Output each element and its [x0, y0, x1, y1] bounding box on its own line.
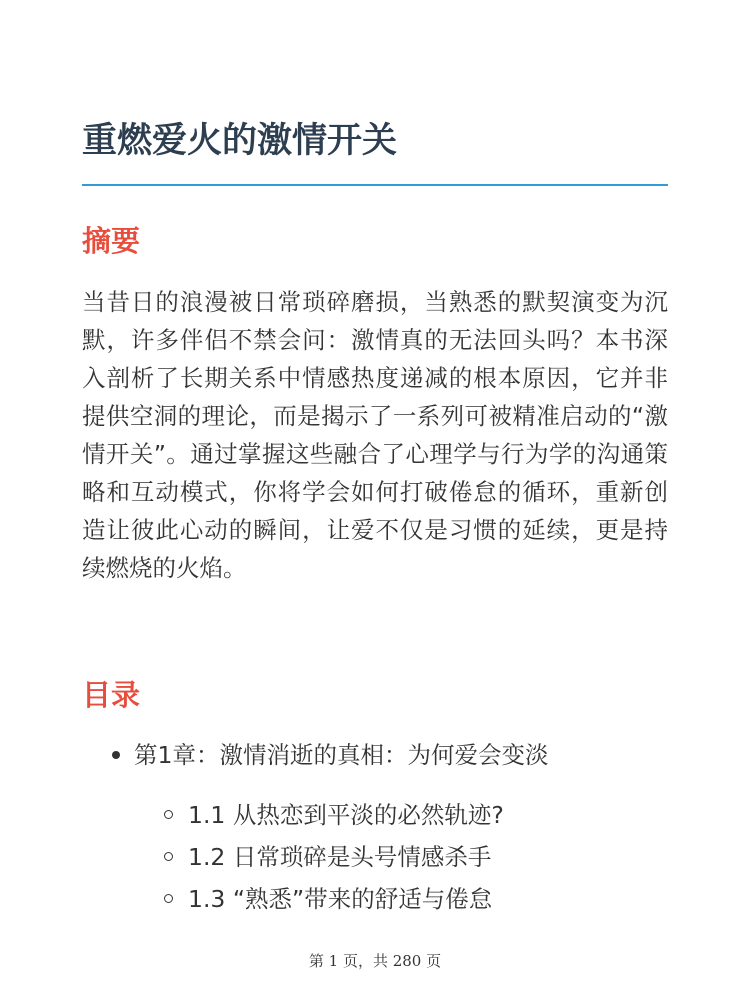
toc-chapter-item	[82, 735, 668, 775]
toc-section-label: 1.2 日常琐碎是头号情感杀手	[188, 843, 492, 871]
toc-heading: 目录	[82, 678, 141, 712]
filled-bullet-icon	[112, 751, 120, 759]
toc-chapter-label: 第1章：激情消逝的真相：为何爱会变淡	[134, 741, 549, 769]
hollow-bullet-icon	[164, 852, 173, 861]
toc-section-label: 1.1 从热恋到平淡的必然轨迹?	[188, 801, 504, 829]
toc-section-item	[82, 837, 668, 877]
abstract-text: 当昔日的浪漫被日常琐碎磨损，当熟悉的默契演变为沉默，许多伴侣不禁会问：激情真的无法回头吗？本书深入剖析了长期关系中情感热度递减的根本原因，它并非提供空洞的理论，而是揭示了一系列可被精准启动的“激情开关”。通过掌握这些融合了心理学与行为学的沟通策略和互动模式，你将学会如何打破倦怠的循环，重新创造让彼此心动的瞬间，让爱不仅是习惯的延续，更是持续燃烧的火焰。	[82, 288, 668, 582]
page-number-footer: 第 1 页，共 280 页	[308, 952, 442, 970]
document-title: 重燃爱火的激情开关	[82, 121, 398, 161]
toc-section-list	[82, 795, 668, 921]
table-of-contents	[82, 735, 668, 775]
hollow-bullet-icon	[164, 894, 173, 903]
toc-section-item	[82, 879, 668, 919]
toc-section-item	[82, 795, 668, 835]
title-divider	[82, 184, 668, 186]
hollow-bullet-icon	[164, 810, 173, 819]
toc-section-label: 1.3 “熟悉”带来的舒适与倦怠	[188, 885, 493, 913]
abstract-heading: 摘要	[82, 224, 141, 258]
